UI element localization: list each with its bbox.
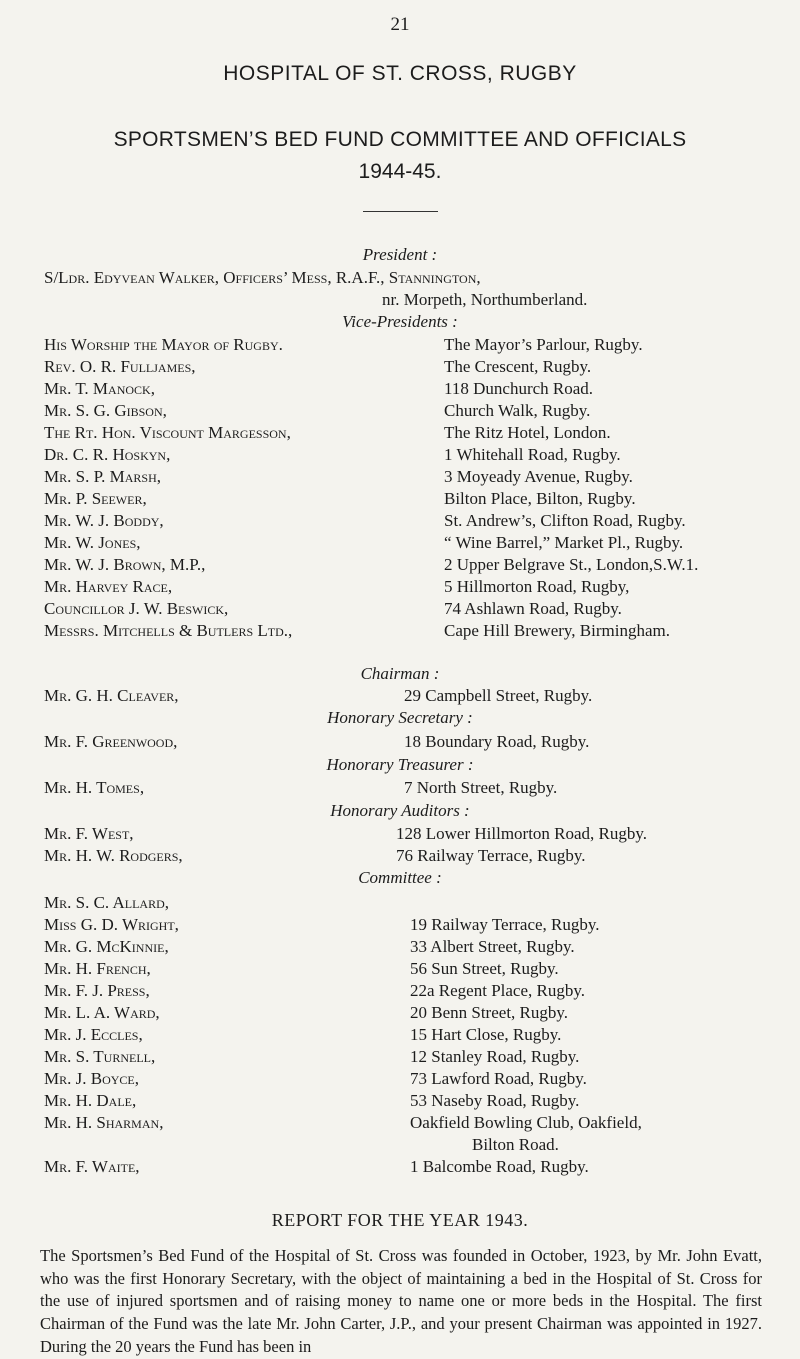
vp-address: 118 Dunchurch Road. [444, 379, 594, 398]
vp-address: 2 Upper Belgrave St., London,S.W.1. [444, 555, 699, 574]
page-number: 21 [390, 14, 410, 35]
committee-address: 22a Regent Place, Rugby. [410, 981, 585, 1000]
committee-address: 12 Stanley Road, Rugby. [410, 1047, 580, 1066]
vp-name: Mr. W. J. Brown, M.P., [44, 555, 206, 574]
committee-address: 73 Lawford Road, Rugby. [410, 1069, 587, 1088]
chairman-name: Mr. G. H. Cleaver, [44, 686, 179, 705]
committee-address: 15 Hart Close, Rugby. [410, 1025, 562, 1044]
page-years: 1944-45. [358, 160, 442, 183]
vp-address: Church Walk, Rugby. [444, 401, 591, 420]
treasurer-label: Honorary Treasurer : [326, 755, 474, 774]
committee-name: Mr. S. Turnell, [44, 1047, 156, 1066]
vp-name: Messrs. Mitchells & Butlers Ltd., [44, 621, 293, 640]
committee-name: Mr. F. J. Press, [44, 981, 150, 1000]
vp-address: The Ritz Hotel, London. [444, 423, 611, 442]
committee-name: Mr. J. Eccles, [44, 1025, 143, 1044]
vp-name: Mr. W. J. Boddy, [44, 511, 164, 530]
vp-name: Dr. C. R. Hoskyn, [44, 445, 171, 464]
vp-name: Mr. P. Seewer, [44, 489, 147, 508]
secretary-name: Mr. F. Greenwood, [44, 732, 178, 751]
auditor-name: Mr. H. W. Rodgers, [44, 846, 183, 865]
committee-address: 19 Railway Terrace, Rugby. [410, 915, 600, 934]
committee-name: Mr. J. Boyce, [44, 1069, 139, 1088]
report-paragraph: The Sportsmen’s Bed Fund of the Hospital of St. Cross was founded in October, 1923, by Mr. John Evatt, who was the first Honorary Secretary, with the object of maintaining a bed in the Hospital of St. Cross for the use of injured sportsmen and of raising money to name one or more beds in the Hospital. The first Chairman of the Fund was the late Mr. John Carter, J.P., and your present Chairman was appointed in 1927. During the 20 years the Fund has been in [40, 1246, 762, 1356]
president-line1: S/Ldr. Edyvean Walker, Officers’ Mess, R.A.F., Stannington, [44, 268, 481, 287]
committee-name: Miss G. D. Wright, [44, 915, 179, 934]
vp-name: Mr. S. G. Gibson, [44, 401, 167, 420]
vp-address: 3 Moyeady Avenue, Rugby. [444, 467, 633, 486]
treasurer-address: 7 North Street, Rugby. [404, 778, 558, 797]
auditor-address: 76 Railway Terrace, Rugby. [396, 846, 586, 865]
vp-address: 74 Ashlawn Road, Rugby. [444, 599, 622, 618]
secretary-label: Honorary Secretary : [327, 708, 473, 727]
president-line2: nr. Morpeth, Northumberland. [382, 290, 588, 309]
report-title: REPORT FOR THE YEAR 1943. [271, 1210, 529, 1230]
committee-address: 33 Albert Street, Rugby. [410, 937, 575, 956]
auditor-address: 128 Lower Hillmorton Road, Rugby. [396, 824, 648, 843]
committee-address: 56 Sun Street, Rugby. [410, 959, 559, 978]
committee-address: Bilton Road. [472, 1135, 559, 1154]
chairman-label: Chairman : [360, 664, 440, 683]
committee-name: Mr. H. French, [44, 959, 151, 978]
committee-label: Committee : [358, 868, 442, 887]
vp-address: 5 Hillmorton Road, Rugby, [444, 577, 630, 596]
vp-name: Councillor J. W. Beswick, [44, 599, 229, 618]
vp-name: Rev. O. R. Fulljames, [44, 357, 196, 376]
committee-name: Mr. G. McKinnie, [44, 937, 169, 956]
vp-name: The Rt. Hon. Viscount Margesson, [44, 423, 291, 442]
president-label: President : [362, 245, 438, 264]
committee-name: Mr. S. C. Allard, [44, 893, 169, 912]
page-subtitle: SPORTSMEN’S BED FUND COMMITTEE AND OFFICIALS [113, 128, 687, 151]
vp-address: Bilton Place, Bilton, Rugby. [444, 489, 636, 508]
committee-address: 20 Benn Street, Rugby. [410, 1003, 569, 1022]
divider [363, 211, 438, 212]
committee-address: Oakfield Bowling Club, Oakfield, [410, 1113, 642, 1132]
page-title: HOSPITAL OF ST. CROSS, RUGBY [223, 62, 577, 85]
vp-name: His Worship the Mayor of Rugby. [44, 335, 283, 354]
committee-name: Mr. H. Dale, [44, 1091, 137, 1110]
secretary-address: 18 Boundary Road, Rugby. [404, 732, 590, 751]
auditor-name: Mr. F. West, [44, 824, 134, 843]
vp-name: Mr. T. Manock, [44, 379, 155, 398]
vp-name: Mr. Harvey Race, [44, 577, 173, 596]
committee-address: 53 Naseby Road, Rugby. [410, 1091, 580, 1110]
vp-address: The Mayor’s Parlour, Rugby. [444, 335, 643, 354]
vice-presidents-label: Vice-Presidents : [342, 312, 458, 331]
committee-name: Mr. L. A. Ward, [44, 1003, 160, 1022]
chairman-address: 29 Campbell Street, Rugby. [404, 686, 593, 705]
vp-address: The Crescent, Rugby. [444, 357, 592, 376]
vp-address: “ Wine Barrel,” Market Pl., Rugby. [444, 533, 684, 552]
vp-name: Mr. W. Jones, [44, 533, 141, 552]
treasurer-name: Mr. H. Tomes, [44, 778, 145, 797]
vp-name: Mr. S. P. Marsh, [44, 467, 162, 486]
committee-name: Mr. F. Waite, [44, 1157, 140, 1176]
vp-address: 1 Whitehall Road, Rugby. [444, 445, 621, 464]
committee-name: Mr. H. Sharman, [44, 1113, 164, 1132]
vp-address: St. Andrew’s, Clifton Road, Rugby. [444, 511, 686, 530]
vp-address: Cape Hill Brewery, Birmingham. [444, 621, 670, 640]
auditors-label: Honorary Auditors : [330, 801, 470, 820]
committee-address: 1 Balcombe Road, Rugby. [410, 1157, 589, 1176]
